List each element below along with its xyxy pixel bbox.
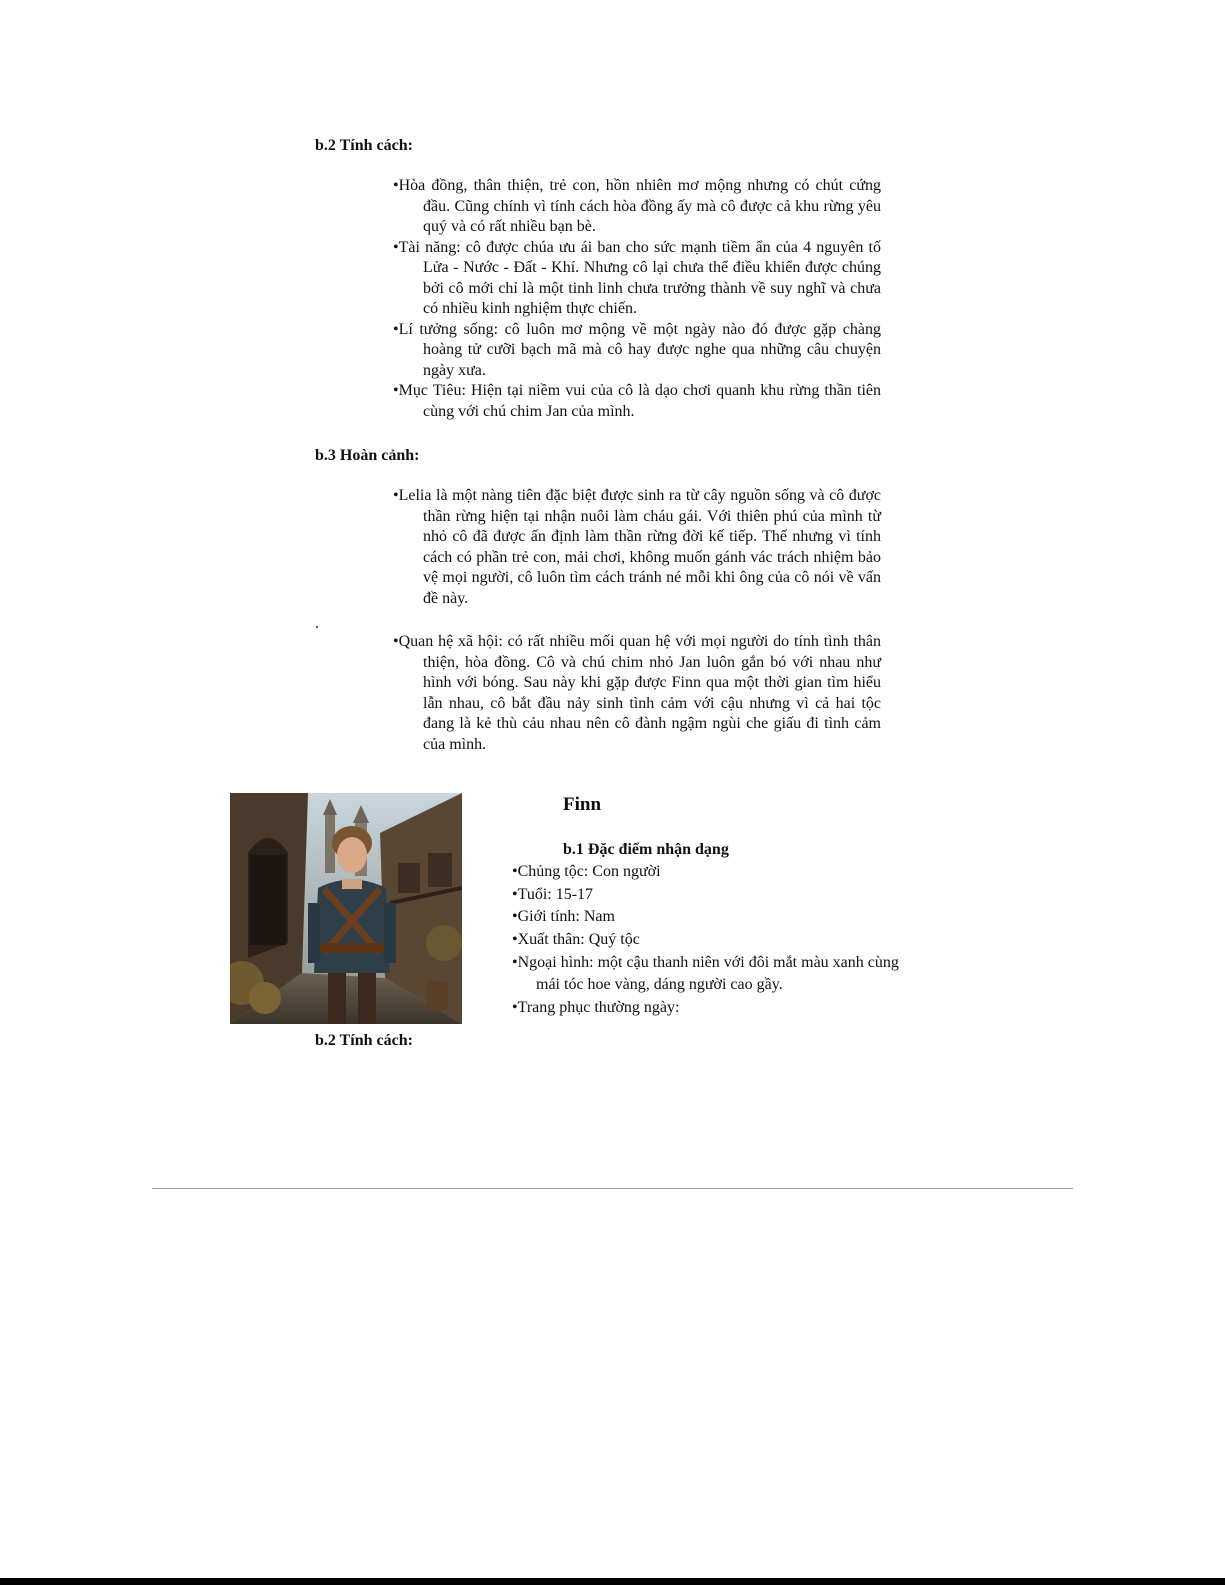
list-item: •Ngoại hình: một cậu thanh niên với đôi mắt màu xanh cùng mái tóc hoe vàng, dáng người cao gầy. (512, 954, 899, 993)
list-item: •Quan hệ xã hội: có rất nhiều mối quan hệ với mọi người do tính tình thân thiện, hòa đồng. Cô và chú chim nhỏ Jan luôn gắn bó với nhau như hình với bóng. Sau này khi gặp được Finn qua một thời gian tìm hiểu lẫn nhau, cô bắt đầu nảy sinh tình cảm với cậu nhưng vì cả hai tộc đang là kẻ thù cảu nhau nên cô đành ngậm ngùi che giấu đi tình cảm của mình. (393, 633, 881, 753)
list-item: •Lelia là một nàng tiên đặc biệt được sinh ra từ cây nguồn sống và cô được thần rừng hiện tại nhận nuôi làm cháu gái. Với thiên phú của mình từ nhỏ cô đã được ấn định làm thần rừng đời kế tiếp. Thế nhưng vì tính cách có phần trẻ con, mải chơi, không muốn gánh vác trách nhiệm bảo vệ mọi người, cô luôn tìm cách tránh né mỗi khi ông của cô nói về vấn đề này. (393, 487, 881, 607)
list-item: •Trang phục thường ngày: (512, 999, 680, 1016)
list-item: •Xuất thân: Quý tộc (512, 930, 640, 948)
list-item: •Tài năng: cô được chúa ưu ái ban cho sức mạnh tiềm ẩn của 4 nguyên tố Lửa - Nước - Đất - Khí. Nhưng cô lại chưa thể điều khiển được chúng bởi cô mới chỉ là một tinh linh chưa trưởng thành về suy nghĩ và chưa có nhiều kinh nghiệm thực chiến. (393, 238, 881, 317)
section-heading-identity: b.1 Đặc điểm nhận dạng (563, 841, 729, 858)
list-item: •Giới tính: Nam (512, 908, 615, 925)
page-divider (152, 1188, 1073, 1189)
section-heading-personality-finn: b.2 Tính cách: (315, 1032, 413, 1049)
identity-list (512, 862, 912, 1019)
bottom-edge-bar (0, 1578, 1225, 1585)
list-item: •Tuổi: 15-17 (512, 885, 594, 903)
list-item: •Chủng tộc: Con người (512, 863, 661, 880)
personality-list (393, 176, 881, 422)
list-item: •Mục Tiêu: Hiện tại niềm vui của cô là dạo chơi quanh khu rừng thần tiên cùng với chú chim Jan của mình. (393, 382, 881, 420)
section-heading-personality: b.2 Tính cách: (315, 137, 413, 154)
list-item: •Hòa đồng, thân thiện, trẻ con, hồn nhiên mơ mộng nhưng có chút cứng đầu. Cũng chính vì tính cách hòa đồng ấy mà cô được cả khu rừng yêu quý và có rất nhiều bạn bè. (393, 177, 881, 235)
character-name-finn: Finn (563, 794, 602, 815)
stray-mark: . (315, 615, 319, 632)
section-heading-background: b.3 Hoàn cảnh: (315, 447, 420, 464)
background-list-1 (393, 486, 881, 609)
background-list-2 (393, 632, 881, 755)
list-item: •Lí tưởng sống: cô luôn mơ mộng về một ngày nào đó được gặp chàng hoàng tử cưỡi bạch mã mà cô hay được nghe qua những câu chuyện ngày xưa. (393, 320, 881, 379)
finn-portrait-image (230, 793, 462, 1024)
